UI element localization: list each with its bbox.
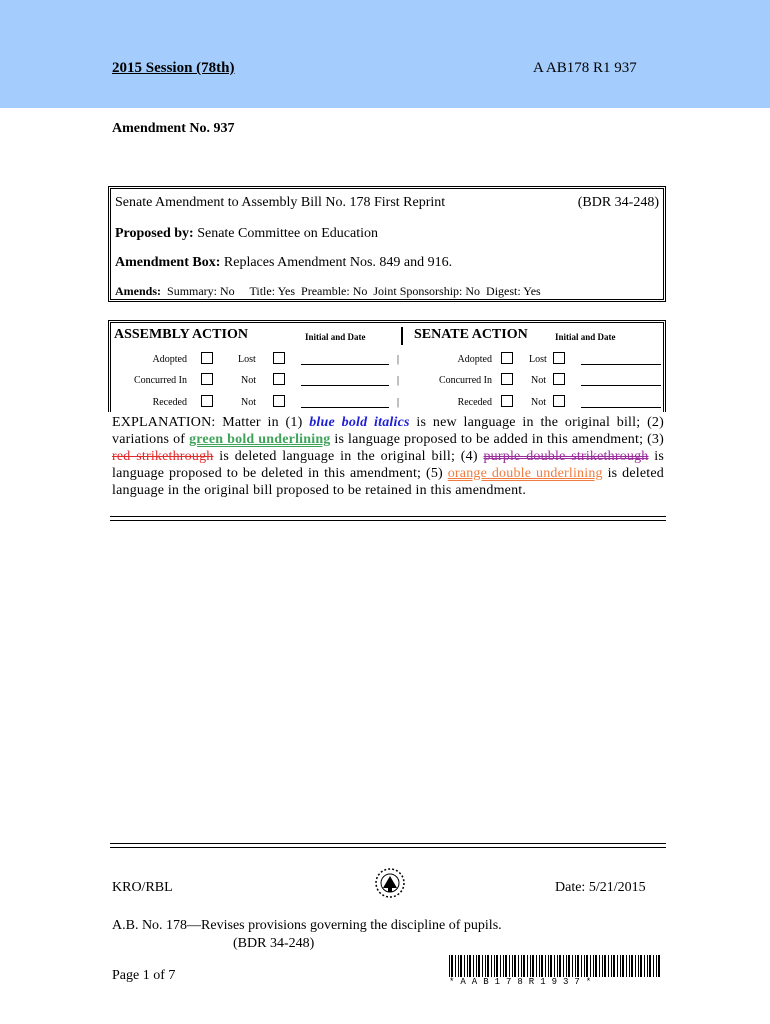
drafter-initials: KRO/RBL bbox=[112, 880, 173, 895]
amends-label: Amends: bbox=[115, 284, 162, 298]
senate-signature-line[interactable] bbox=[581, 364, 661, 365]
green-legend: green bold underlining bbox=[189, 432, 331, 447]
assembly-not-checkbox[interactable] bbox=[273, 395, 285, 407]
bdr-number: (BDR 34-248) bbox=[577, 195, 659, 210]
amends-line bbox=[115, 284, 541, 299]
amendment-info-box bbox=[108, 186, 666, 302]
barcode-icon bbox=[449, 955, 661, 977]
senate-signature-line[interactable] bbox=[581, 385, 661, 386]
assembly-lost-checkbox[interactable] bbox=[273, 352, 285, 364]
assembly-not-checkbox[interactable] bbox=[273, 373, 285, 385]
page-number: Page 1 of 7 bbox=[112, 968, 176, 983]
assembly-action-heading: ASSEMBLY ACTION bbox=[114, 327, 248, 342]
assembly-receded-label: Receded bbox=[152, 397, 187, 408]
assembly-adopted-label: Adopted bbox=[152, 354, 187, 365]
senate-adopted-checkbox[interactable] bbox=[501, 352, 513, 364]
assembly-not-label: Not bbox=[241, 397, 256, 408]
assembly-signature-line[interactable] bbox=[301, 364, 389, 365]
amendment-box-label: Amendment Box: bbox=[115, 255, 221, 270]
assembly-signature-line[interactable] bbox=[301, 407, 389, 408]
amendment-box-line bbox=[115, 255, 452, 271]
senate-concurred-label: Concurred In bbox=[438, 375, 492, 386]
column-divider bbox=[401, 327, 403, 345]
explanation-divider bbox=[110, 516, 666, 521]
nevada-seal-icon bbox=[373, 866, 407, 900]
bill-summary-bdr: (BDR 34-248) bbox=[233, 936, 315, 951]
senate-not-label: Not bbox=[531, 397, 546, 408]
explanation-text: is new language in the original bill; (2) variations of bbox=[112, 415, 664, 447]
blue-legend: blue bold italics bbox=[309, 415, 410, 430]
explanation-paragraph bbox=[112, 414, 664, 499]
amendment-box-value: Replaces Amendment Nos. 849 and 916. bbox=[223, 255, 453, 270]
amendment-title: Senate Amendment to Assembly Bill No. 178 First Reprint bbox=[115, 195, 446, 210]
senate-not-checkbox[interactable] bbox=[553, 373, 565, 385]
assembly-concurred-label: Concurred In bbox=[133, 375, 187, 386]
senate-signature-line[interactable] bbox=[581, 407, 661, 408]
amends-value: Summary: No Title: Yes Preamble: No Joint Sponsorship: No Digest: Yes bbox=[167, 284, 541, 298]
assembly-receded-checkbox[interactable] bbox=[201, 395, 213, 407]
footer-divider bbox=[110, 843, 666, 848]
purple-legend: purple double strikethrough bbox=[483, 449, 649, 464]
assembly-concurred-checkbox[interactable] bbox=[201, 373, 213, 385]
action-table bbox=[108, 320, 666, 412]
senate-action-heading: SENATE ACTION bbox=[414, 327, 528, 342]
assembly-not-label: Not bbox=[241, 375, 256, 386]
senate-lost-label: Lost bbox=[529, 354, 547, 365]
amendment-number: Amendment No. 937 bbox=[112, 121, 235, 136]
proposed-by-label: Proposed by: bbox=[115, 226, 194, 241]
header-banner bbox=[0, 0, 770, 108]
explanation-text: EXPLANATION: Matter in (1) bbox=[112, 415, 310, 430]
explanation-text: is language proposed to be added in this amendment; (3) bbox=[330, 432, 664, 447]
senate-receded-label: Receded bbox=[457, 397, 492, 408]
senate-lost-checkbox[interactable] bbox=[553, 352, 565, 364]
row-divider: | bbox=[397, 354, 400, 365]
senate-receded-checkbox[interactable] bbox=[501, 395, 513, 407]
assembly-lost-label: Lost bbox=[238, 354, 256, 365]
assembly-adopted-checkbox[interactable] bbox=[201, 352, 213, 364]
orange-legend: orange double underlining bbox=[447, 466, 603, 481]
senate-initial-date-heading: Initial and Date bbox=[555, 332, 616, 342]
senate-not-label: Not bbox=[531, 375, 546, 386]
session-label: 2015 Session (78th) bbox=[112, 60, 235, 76]
bill-id: A AB178 R1 937 bbox=[533, 60, 637, 76]
assembly-signature-line[interactable] bbox=[301, 385, 389, 386]
bill-summary: A.B. No. 178—Revises provisions governing the discipline of pupils. bbox=[112, 918, 502, 933]
explanation-text: is deleted language in the original bill; (4) bbox=[213, 449, 484, 464]
barcode-text: *AAB178R1937* bbox=[449, 977, 598, 987]
proposed-by-value: Senate Committee on Education bbox=[197, 226, 378, 241]
assembly-initial-date-heading: Initial and Date bbox=[305, 332, 366, 342]
row-divider: | bbox=[397, 375, 400, 386]
proposed-by bbox=[115, 226, 378, 242]
amendment-date: Date: 5/21/2015 bbox=[555, 880, 646, 895]
senate-not-checkbox[interactable] bbox=[553, 395, 565, 407]
red-legend: red strikethrough bbox=[112, 449, 214, 464]
row-divider: | bbox=[397, 397, 400, 408]
senate-concurred-checkbox[interactable] bbox=[501, 373, 513, 385]
explanation-text: is language proposed to be deleted in this amendment; (5) bbox=[112, 449, 664, 481]
senate-adopted-label: Adopted bbox=[457, 354, 492, 365]
explanation-text: is deleted language in the original bill proposed to be retained in this amendment. bbox=[112, 466, 664, 498]
